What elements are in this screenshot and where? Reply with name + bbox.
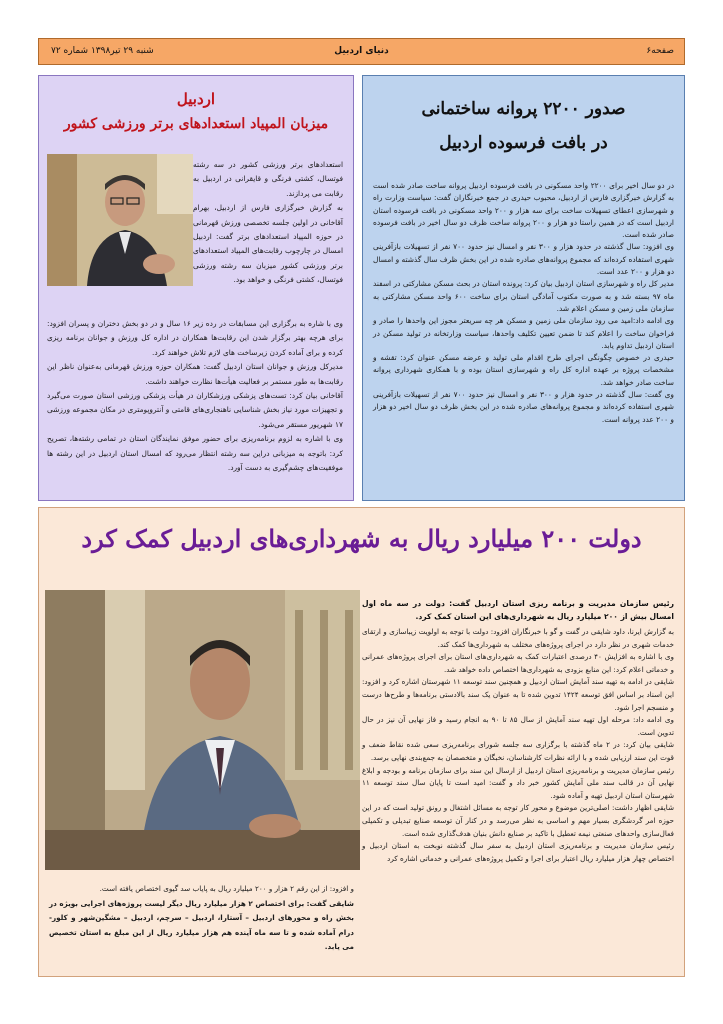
article-kicker: اردبیل bbox=[176, 90, 216, 108]
article-headline: دولت ۲۰۰ میلیارد ریال به شهرداری‌های اردبیل کمک کرد bbox=[81, 524, 642, 553]
paragraph: به گزارش خبرگزاری فارس از اردبیل، بهرام آقاخانی در اولین جلسه تخصصی ورزش قهرمانی در حوزه المپیاد استعدادهای برتر گفت: اردبیل امسال در چارچوب رقابت‌های المپیاد استعدادهای برتر ورزشی کشور میزبان سه رشته ورزشی فوتسال، کشتی فرنگی و خواهد بود. bbox=[193, 203, 343, 285]
article-intro bbox=[193, 158, 343, 288]
paragraph: مدیرکل ورزش و جوانان استان اردبیل گفت: همکاران حوزه ورزش قهرمانی به‌عنوان ناظر این رقابت‌ها به طور مستمر بر فعالیت هیأت‌ها نظارت خواهند داشت. bbox=[47, 362, 343, 386]
paragraph: وی گفت: سال گذشته در حدود هزار و ۳۰۰ نفر و امسال نیز حدود ۷۰۰ نفر از تسهیلات بازآفرینی شهری استفاده کرده‌اند و مجموع پروانه‌های صادره شده در این بخش ظرف دو سال اخیر دو هزار و ۲۰۰ عدد پروانه است. bbox=[373, 390, 674, 424]
paragraph: وی افزود: سال گذشته در حدود هزار و ۳۰۰ نفر و امسال نیز حدود ۷۰۰ نفر از تسهیلات بازآفرینی شهری استفاده کرده‌اند که مجموع پروانه‌های صادره شده در این بخش ظرف سال گذشته و امسال دو هزار و ۲۰۰ عدد است. bbox=[373, 242, 674, 277]
paragraph: وی با اشاره به افزایش ۴۰ درصدی اعتبارات کمک به شهرداری‌های استان برای اجرای پروژه‌های عمرانی و خدماتی اعلام کرد: این منابع بزودی به شهرداری‌ها اختصاص داده خواهد شد. bbox=[362, 652, 674, 674]
paragraph: شایقی اظهار داشت: اصلی‌ترین موضوع و محور کار توجه به مسائل اشتغال و رونق تولید است که در این حوزه امر گردشگری بسیار مهم و اساسی به نظر می‌رسد و در کنار آن توسعه صنایع تبدیلی و تکمیلی فعال‌سازی واحدهای صنعتی نیمه تعطیل با تاکید بر صنایع دانش بنیان هدف‌گذاری شده است. bbox=[362, 803, 674, 838]
paragraph: به گزارش ایرنا، داود شایقی در گفت و گو با خبرنگاران افزود: دولت با توجه به اولویت زیباسازی و ارتقای خدمات شهری در نظر دارد در اجرای پروژه‌های مختلف به شهرداری‌ها کمک کند. bbox=[362, 627, 674, 649]
issue-date: شنبه ۲۹ تیر۱۳۹۸ شماره ۷۲ bbox=[51, 46, 154, 56]
article-headline: میزبان المپیاد استعدادهای برتر ورزشی کشور bbox=[63, 116, 329, 132]
publication-title: دنیای اردبیل bbox=[334, 46, 389, 56]
article-sports-olympiad bbox=[38, 75, 354, 501]
article-headline bbox=[373, 92, 674, 160]
paragraph: شایقی بیان کرد: در ۲ ماه گذشته با برگزاری سه جلسه شورای برنامه‌ریزی سعی شده نقاط ضعف و قوت این سند ارزیابی شده و با ارائه نظرات کارشناسان، نخبگان و متخصصان به جمع‌بندی نهایی برسد. bbox=[362, 740, 674, 762]
paragraph: وی ادامه داد:امید می رود سازمان ملی زمین و مسکن هر چه سریعتر مجوز این واحدها را صادر و فراخوان ساخت را اعلام کند تا ضمن تعیین تکلیف واحدها، سیاست وزارتخانه در تولید مسکن در استان اردبیل تداوم یابد. bbox=[373, 316, 674, 350]
article-lead: رئیس سازمان مدیریت و برنامه ریزی استان اردبیل گفت: دولت در سه ماه اول امسال بیش از ۲۰۰ میلیارد ریال به شهرداری‌های این استان کمک کرد. bbox=[362, 599, 674, 621]
paragraph: استعدادهای برتر ورزشی کشور در سه رشته فوتسال، کشتی فرنگی و قایقرانی در اردبیل به رقابت می پردازند. bbox=[193, 160, 343, 198]
article-body bbox=[362, 626, 674, 865]
paragraph: شایقی در ادامه به تهیه سند آمایش استان اردبیل و همچنین سند توسعه ۱۱ شهرستان اشاره کرد و افزود: این اسناد بر اساس افق توسعه ۱۴۲۴ تدوین شده تا به عنوان یک سند بالادستی برنامه‌ها و طرح‌ها درست و منسجم اجرا شود. bbox=[362, 677, 674, 712]
paragraph: مدیر کل راه و شهرسازی استان اردبیل بیان کرد: پرونده استان در بحث مسکن مشارکتی در اسفند ماه ۹۷ بسته شد و به صورت مکتوب آمادگی استان برای ساخت ۶۰۰ واحد مسکن مشارکتی به سازمان ملی زمین و مسکن اعلام شد. bbox=[373, 279, 674, 313]
page-number: صفحه۶ bbox=[646, 46, 674, 56]
official-photo bbox=[45, 590, 360, 870]
paragraph: و افزود: از این رقم ۲ هزار و ۲۰۰ میلیارد ریال به پایاب سد گیوی اختصاص یافته است. bbox=[99, 884, 354, 893]
paragraph: در دو سال اخیر برای ۲۲۰۰ واحد مسکونی در بافت فرسوده اردبیل پروانه ساخت صادر شده است به گزارش خبرگزاری فارس از اردبیل، محبوب حیدری در جمع خبرنگاران گفت: سیاست وزارت راه و شهرسازی اعطای تسهیلات ساخت برای سه هزار و ۲۰۰ واحد مسکونی در بافت فرسوده استان اردبیل است که در همین راستا دو هزار و ۲۰۰ پروانه ساخت ظرف دو سال اخیر در بافت فرسوده صادر شده است. bbox=[373, 181, 674, 240]
article-building-permits bbox=[362, 75, 685, 501]
page-header bbox=[38, 38, 685, 65]
headline-line-2: در بافت فرسوده اردبیل bbox=[439, 133, 608, 153]
paragraph: وی با شاره به برگزاری این مسابقات در رده زیر ۱۶ سال و در دو بخش دختران و پسران افزود: برای هرچه بهتر برگزار شدن این رقابت‌ها همکاران در اداره کل ورزش و جوانان برنامه ریزی کرده و برای آماده کردن زیرساخت های لازم تلاش خواهند کرد. bbox=[47, 319, 343, 357]
article-body bbox=[373, 180, 674, 494]
paragraph: رئیس سازمان مدیریت و برنامه‌ریزی استان اردبیل از ارسال این سند برای سازمان برنامه و بودجه و ابلاغ نهایی آن در قالب سند ملی آمایش کشور خبر داد و گفت: امید است تا پایان سال سند توسعه ۱۱ شهرستان استان اردبیل تهیه و آماده شود. bbox=[362, 765, 674, 800]
paragraph: وی با اشاره به لزوم برنامه‌ریزی برای حضور موفق نمایندگان استان در تمامی رشته‌ها، تصریح کرد: باتوجه به میزبانی دراین سه رشته انتظار می‌رود که امسال استان اردبیل در این رشته ها موفقیت‌های چشم‌گیری به دست آورد. bbox=[47, 434, 343, 473]
paragraph-bold: شایقی گفت: برای اختصاص ۲ هزار میلیارد ریال دیگر لیست پروژه‌های اجرایی بویژه در بخش راه و محورهای اردبیل – آستارا، اردبیل – سرچم، اردبیل – مشگین‌شهر و کلور- درام آماده شده و تا سه ماه آینده هم هزار میلیارد ریال از این مبلغ به استان تخصیص می یابد. bbox=[49, 898, 354, 951]
official-photo bbox=[47, 154, 193, 286]
article-body-continued bbox=[49, 882, 354, 955]
paragraph: حیدری در خصوص چگونگی اجرای طرح اقدام ملی تولید و عرضه مسکن عنوان کرد: تقشه و مشخصات پروژه بر عهده اداره کل راه و شهرسازی استان بوده و با همکاری شهرداری پروانه ساخت صادر خواهد شد. bbox=[373, 353, 674, 387]
headline-line-1: صدور ۲۲۰۰ پروانه ساختمانی bbox=[421, 99, 626, 119]
paragraph: آقاخانی بیان کرد: تست‌های پزشکی ورزشکاران در هیأت پزشکی ورزشی استان صورت می‌گیرد و تجهیزات مورد نیاز بخش شناسایی ناهنجاری‌های قامتی و آنتروپومتری در مکان مجموعه ورزشی ۱۷ شهریور مستقر می‌شود. bbox=[47, 391, 343, 429]
paragraph: رئیس سازمان مدیریت و برنامه‌ریزی استان اردبیل به سفر سال گذشته نوبخت به استان اردبیل و اختصاص چهار هزار میلیارد ریال اعتبار برای اجرا و تکمیل پروژه‌های عمرانی و خدماتی اشاره کرد bbox=[362, 841, 674, 863]
paragraph: وی ادامه داد: مرحله اول تهیه سند آمایش از سال ۸۵ تا ۹۰ به انجام رسید و فاز نهایی آن نیز در حال تدوین است. bbox=[362, 715, 674, 737]
article-body bbox=[47, 317, 343, 494]
article-municipality-funding bbox=[38, 507, 685, 977]
